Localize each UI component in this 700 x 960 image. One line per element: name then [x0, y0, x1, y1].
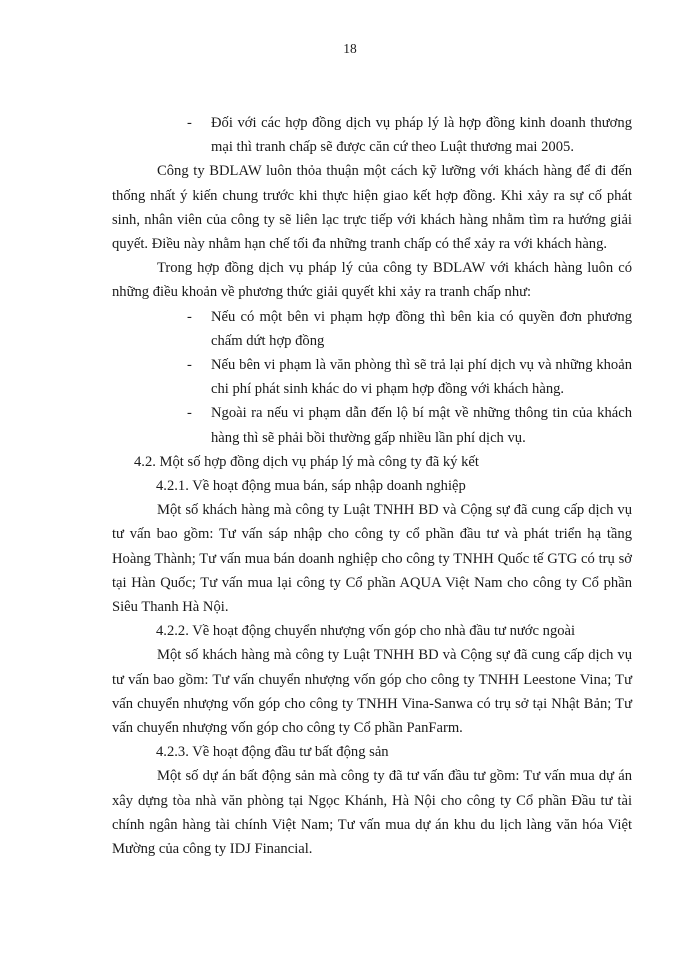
- list-marker: -: [187, 115, 192, 131]
- subsection-body: Một số khách hàng mà công ty Luật TNHH BD và Cộng sự đã cung cấp dịch vụ tư vấn bao gồm: Tư vấn sáp nhập cho công ty cổ phần đầu tư và phát triển hạ tầng Hoàng Thành; Tư vấn mua bán doanh nghiệp cho công ty TNHH Quốc tế GTG có trụ sở tại Hàn Quốc; Tư vấn mua lại công ty Cổ phần AQUA Việt Nam cho công ty Cổ phần Siêu Thanh Hà Nội.: [112, 502, 632, 616]
- paragraph-terms: Trong hợp đồng dịch vụ pháp lý của công ty BDLAW với khách hàng luôn có những điều khoản về phương thức giải quyết khi xảy ra tranh chấp như:: [112, 260, 632, 301]
- list-item: [187, 401, 632, 449]
- list-item: [187, 305, 632, 353]
- subsection-body: Một số khách hàng mà công ty Luật TNHH BD và Cộng sự đã cung cấp dịch vụ tư vấn bao gồm: Tư vấn chuyển nhượng vốn góp cho công ty TNHH Leestone Vina; Tư vấn chuyển nhượng vốn góp cho công ty TNHH Vina-Sanwa có trụ sở tại Nhật Bản; Tư vấn chuyển nhượng vốn góp cho công ty Cổ phần PanFarm.: [112, 647, 632, 737]
- list-marker: -: [187, 357, 192, 374]
- page-number: 18: [343, 41, 357, 56]
- document-body: [112, 111, 632, 861]
- list-item-text: Nếu bên vi phạm là văn phòng thì sẽ trả lại phí dịch vụ và những khoản chi phí phát sinh khác do vi phạm hợp đồng với khách hàng.: [211, 357, 632, 398]
- terms-list: [187, 305, 632, 450]
- subsection-body: Một số dự án bất động sản mà công ty đã tư vấn đầu tư gồm: Tư vấn mua dự án xây dựng tòa nhà văn phòng tại Ngọc Khánh, Hà Nội cho công ty Cổ phần Đầu tư tài chính ngân hàng tài chính Việt Nam; Tư vấn mua dự án khu du lịch làng văn hóa Việt Mường của công ty IDJ Financial.: [112, 768, 632, 858]
- intro-list: [187, 111, 632, 159]
- section-heading: 4.2. Một số hợp đồng dịch vụ pháp lý mà công ty đã ký kết: [134, 453, 479, 470]
- subsection-heading: 4.2.2. Về hoạt động chuyển nhượng vốn góp cho nhà đầu tư nước ngoài: [156, 623, 576, 640]
- list-item-text: Ngoài ra nếu vi phạm dẫn đến lộ bí mật về những thông tin của khách hàng thì sẽ phải bồi thường gấp nhiều lần phí dịch vụ.: [211, 405, 632, 446]
- list-marker: -: [187, 405, 192, 422]
- list-item: [187, 111, 632, 159]
- paragraph-agreement: Công ty BDLAW luôn thỏa thuận một cách kỹ lưỡng với khách hàng để đi đến thống nhất ý kiến chung trước khi thực hiện giao kết hợp đồng. Khi xảy ra sự cố phát sinh, nhân viên của công ty sẽ liên lạc trực tiếp với khách hàng nhằm tìm ra hướng giải quyết. Điều này nhằm hạn chế tối đa những tranh chấp có thể xảy ra với khách hàng.: [112, 163, 632, 253]
- list-marker: -: [187, 308, 192, 325]
- list-item-text: Đối với các hợp đồng dịch vụ pháp lý là hợp đồng kinh doanh thương mại thì tranh chấp sẽ được căn cứ theo Luật thương mai 2005.: [211, 115, 632, 156]
- list-item: [187, 353, 632, 401]
- subsection-heading: 4.2.1. Về hoạt động mua bán, sáp nhập doanh nghiệp: [156, 478, 466, 495]
- subsection-heading: 4.2.3. Về hoạt động đầu tư bất động sản: [156, 744, 389, 761]
- list-item-text: Nếu có một bên vi phạm hợp đồng thì bên kia có quyền đơn phương chấm dứt hợp đồng: [211, 308, 632, 349]
